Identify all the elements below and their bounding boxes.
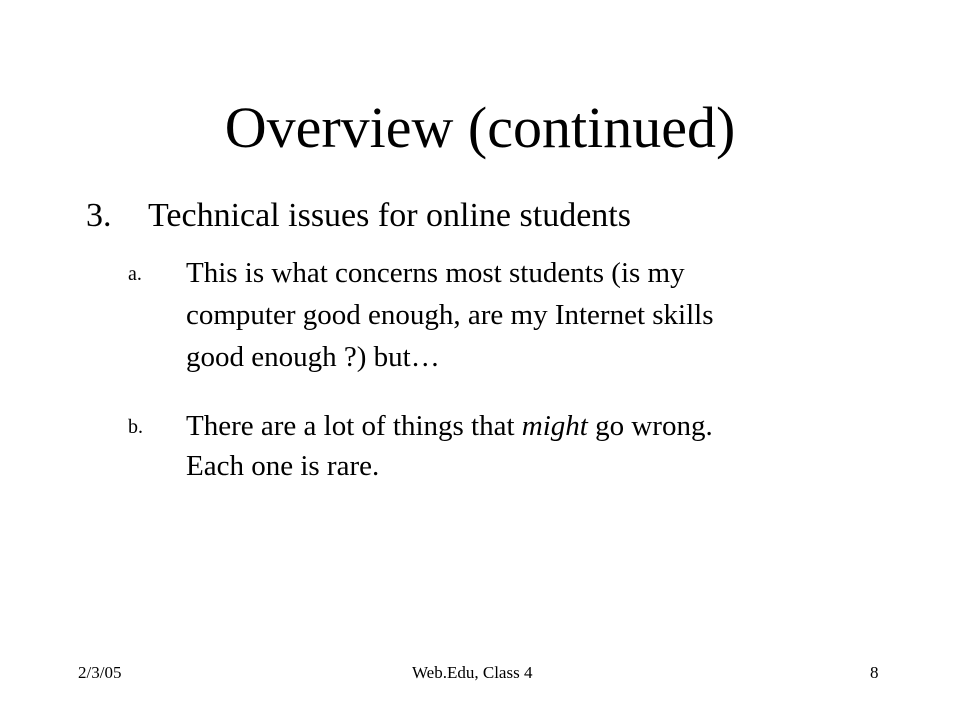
slide-number: 8	[870, 663, 879, 682]
subitem-b-letter: b.	[128, 416, 143, 438]
subitem-b-line-2: Each one is rare.	[186, 450, 380, 482]
item-number: 3.	[86, 197, 112, 234]
slide-title: Overview (continued)	[224, 95, 736, 160]
subitem-a-line-2: computer good enough, are my Internet skills	[186, 299, 714, 331]
footer-title: Web.Edu, Class 4	[412, 663, 533, 682]
subitem-a-letter: a.	[128, 263, 142, 285]
item-text: Technical issues for online students	[148, 197, 631, 234]
subitem-b-text-after: go wrong.	[587, 410, 713, 442]
footer-date: 2/3/05	[78, 663, 122, 682]
subitem-b-text	[186, 406, 906, 486]
subitem-a-text	[186, 253, 906, 379]
subitem-a-line-1: This is what concerns most students (is my	[186, 257, 685, 289]
subitem-b-emphasis: might	[521, 410, 588, 442]
subitem-b-text-before: There are a lot of things that	[186, 410, 522, 442]
subitem-b-line-1	[186, 406, 906, 446]
subitem-a-line-3: good enough ?) but…	[186, 341, 440, 373]
